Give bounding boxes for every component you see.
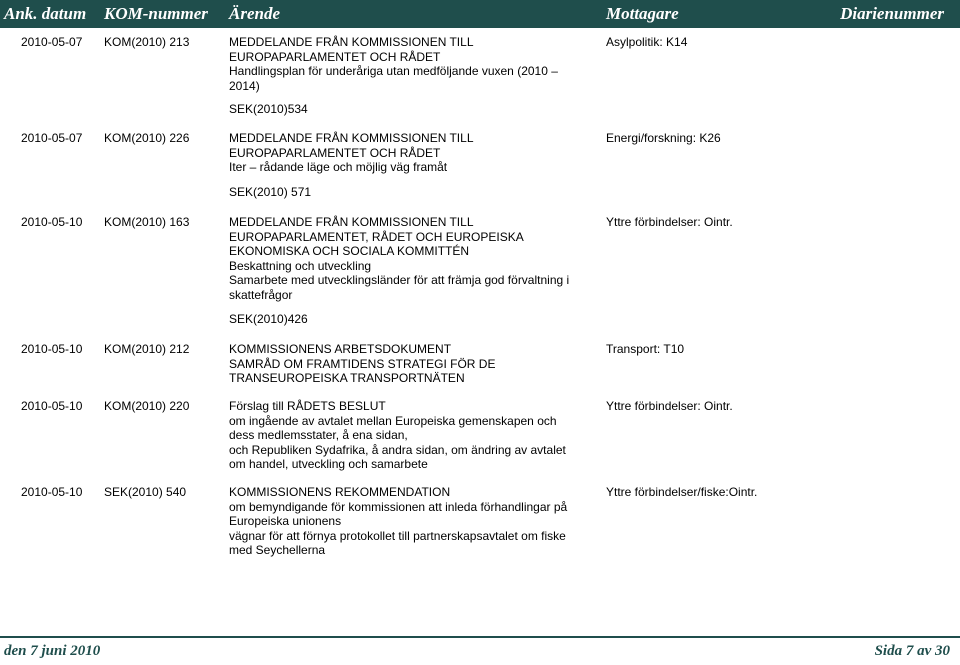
arende-line: Iter – rådande läge och möjlig väg framåt [229,160,448,174]
arende-line: och Republiken Sydafrika, å andra sidan, om ändring av avtalet [229,442,566,457]
arende-line: vägnar för att förnya protokollet till partnerskapsavtalet om fiske [229,528,566,543]
arende-line: om handel, utveckling och samarbete [229,457,428,471]
arende-line: Beskattning och utveckling [229,258,372,273]
footer-date: den 7 juni 2010 [4,643,101,659]
arende-line: EUROPAPARLAMENTET OCH RÅDET [229,49,441,64]
row-kom: KOM(2010) 163 [104,215,190,229]
row-arende [229,342,495,386]
arende-line: dess medlemsstater, å ena sidan, [229,428,408,442]
row-arende [229,215,569,302]
arende-line: 2014) [229,78,260,93]
row-mottagare: Yttre förbindelser: Ointr. [606,399,733,413]
row-mottagare: Energi/forskning: K26 [606,131,721,145]
arende-line: SAMRÅD OM FRAMTIDENS STRATEGI FÖR DE [229,356,496,371]
arende-line: EKONOMISKA OCH SOCIALA KOMMITTÉN [229,244,470,258]
header-mottagare: Mottagare [606,4,679,23]
row-sek: SEK(2010)426 [229,312,308,326]
arende-line: Handlingsplan för underåriga utan medföljande vuxen (2010 – [229,64,558,78]
arende-line: MEDDELANDE FRÅN KOMMISSIONEN TILL [229,35,474,49]
arende-line: KOMMISSIONENS ARBETSDOKUMENT [229,342,452,356]
arende-line: MEDDELANDE FRÅN KOMMISSIONEN TILL [229,131,474,145]
arende-line: MEDDELANDE FRÅN KOMMISSIONEN TILL [229,215,474,229]
row-mottagare: Yttre förbindelser: Ointr. [606,215,733,229]
row-date: 2010-05-10 [21,399,83,413]
header-diarienummer: Diarienummer [840,4,944,23]
footer-divider [0,636,960,638]
row-date: 2010-05-10 [21,485,83,499]
row-mottagare: Transport: T10 [606,342,685,356]
arende-line: KOMMISSIONENS REKOMMENDATION [229,485,451,499]
arende-line: Samarbete med utvecklingsländer för att främja god förvaltning i [229,273,570,287]
arende-line: om bemyndigande för kommissionen att inleda förhandlingar på [229,499,568,514]
row-date: 2010-05-10 [21,215,83,229]
row-kom: KOM(2010) 213 [104,35,190,49]
row-date: 2010-05-10 [21,342,83,356]
header-arende: Ärende [229,4,280,23]
arende-line: EUROPAPARLAMENTET OCH RÅDET [229,145,441,160]
row-arende [229,131,474,175]
arende-line: om ingående av avtalet mellan Europeiska gemenskapen och [229,413,557,428]
row-arende [229,35,558,93]
header-date: Ank. datum [4,4,87,23]
row-date: 2010-05-07 [21,35,83,49]
arende-line: Europeiska unionens [229,514,342,528]
row-arende [229,485,567,558]
row-sek: SEK(2010) 571 [229,185,312,199]
row-mottagare: Yttre förbindelser/fiske:Ointr. [606,485,758,499]
arende-line: skattefrågor [229,287,293,302]
row-kom: KOM(2010) 212 [104,342,190,356]
row-mottagare: Asylpolitik: K14 [606,35,688,49]
row-arende [229,399,566,472]
row-date: 2010-05-07 [21,131,83,145]
table-header [0,0,960,28]
row-kom: KOM(2010) 226 [104,131,190,145]
arende-line: EUROPAPARLAMENTET, RÅDET OCH EUROPEISKA [229,229,524,244]
row-sek: SEK(2010)534 [229,102,308,116]
arende-line: Förslag till RÅDETS BESLUT [229,399,386,413]
footer-page-number: Sida 7 av 30 [874,643,950,659]
row-kom: SEK(2010) 540 [104,485,187,499]
header-kom-nummer: KOM-nummer [104,4,208,23]
arende-line: med Seychellerna [229,543,326,557]
arende-line: TRANSEUROPEISKA TRANSPORTNÄTEN [229,371,465,385]
row-kom: KOM(2010) 220 [104,399,190,413]
